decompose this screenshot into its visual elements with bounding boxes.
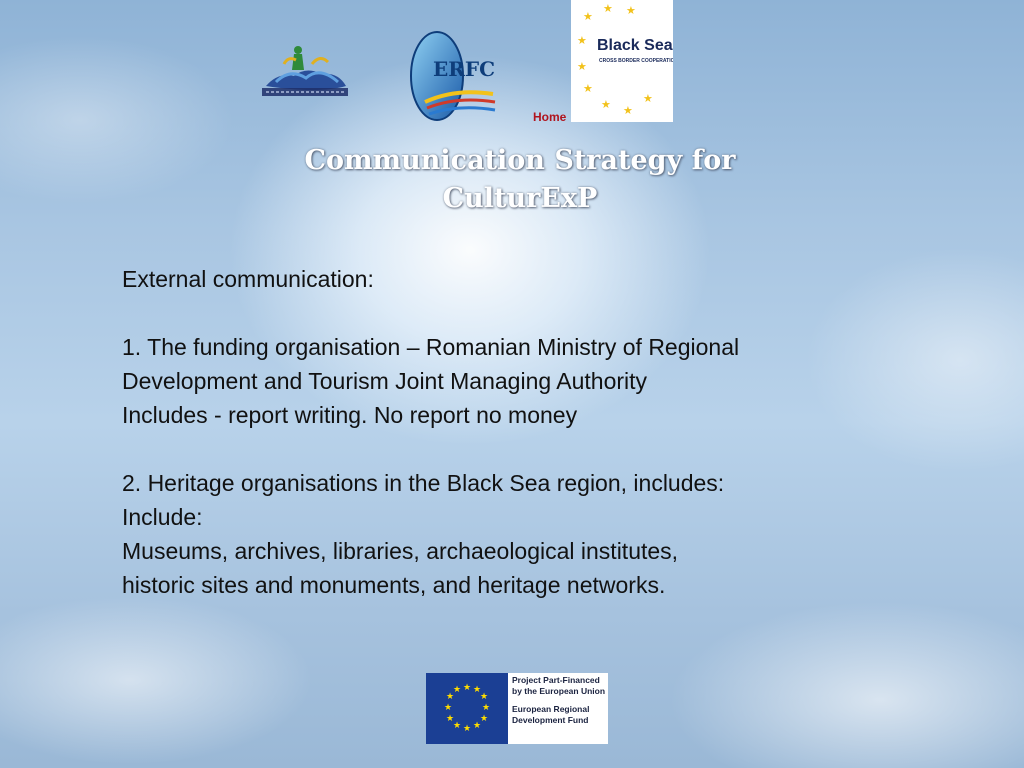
eu-badge-line1: Project Part-Financed [512,675,600,685]
slide-title-line2: CulturExP [442,183,598,214]
svg-text:★: ★ [472,720,482,730]
eu-flag-icon [426,673,508,744]
svg-text:★: ★ [445,713,455,723]
culturexp-logo [258,42,352,100]
star-icon: ★ [603,3,613,15]
black-sea-logo-subtitle: CROSS BORDER COOPERATION [599,58,673,64]
star-icon: ★ [577,61,587,73]
point1-line2: Development and Tourism Joint Managing Authority [122,368,648,394]
svg-text:★: ★ [479,713,489,723]
svg-text:★: ★ [481,702,491,712]
erfc-logo-text: ERFC [433,57,495,81]
black-sea-logo [571,0,673,122]
point1-line3: Includes - report writing. No report no money [122,402,578,428]
point2-line1: 2. Heritage organisations in the Black Sea region, includes: [122,470,725,496]
star-icon: ★ [577,35,587,47]
erfc-logo [405,28,497,124]
point2-line2: Include: [122,504,203,530]
svg-text:★: ★ [462,682,472,692]
star-icon: ★ [643,93,653,105]
star-icon: ★ [583,11,593,23]
eu-funding-badge [426,673,608,744]
svg-text:★: ★ [452,684,462,694]
svg-text:★: ★ [445,691,455,701]
svg-text:★: ★ [479,691,489,701]
svg-text:★: ★ [443,702,453,712]
eu-badge-line2: by the European Union [512,685,606,696]
slide-title [200,142,840,218]
svg-text:★: ★ [462,723,472,733]
star-icon: ★ [583,83,593,95]
slide-body [122,262,912,602]
slide-title-line1: Communication Strategy for [304,145,736,176]
eu-badge-line4: Development Fund [512,714,589,725]
point1-line1: 1. The funding organisation – Romanian Ministry of Regional [122,334,740,360]
svg-text:★: ★ [472,684,482,694]
star-icon: ★ [626,5,636,17]
point2-line3: Museums, archives, libraries, archaeological institutes, [122,538,679,564]
point2-line4: historic sites and monuments, and heritage networks. [122,572,666,598]
eu-badge-line3: European Regional [512,704,590,714]
svg-text:★: ★ [452,720,462,730]
section-heading: External communication: [122,266,374,292]
black-sea-logo-title: Black Sea [597,37,673,54]
home-link[interactable]: Home [533,110,567,124]
star-icon: ★ [601,99,611,111]
star-icon: ★ [623,105,633,117]
